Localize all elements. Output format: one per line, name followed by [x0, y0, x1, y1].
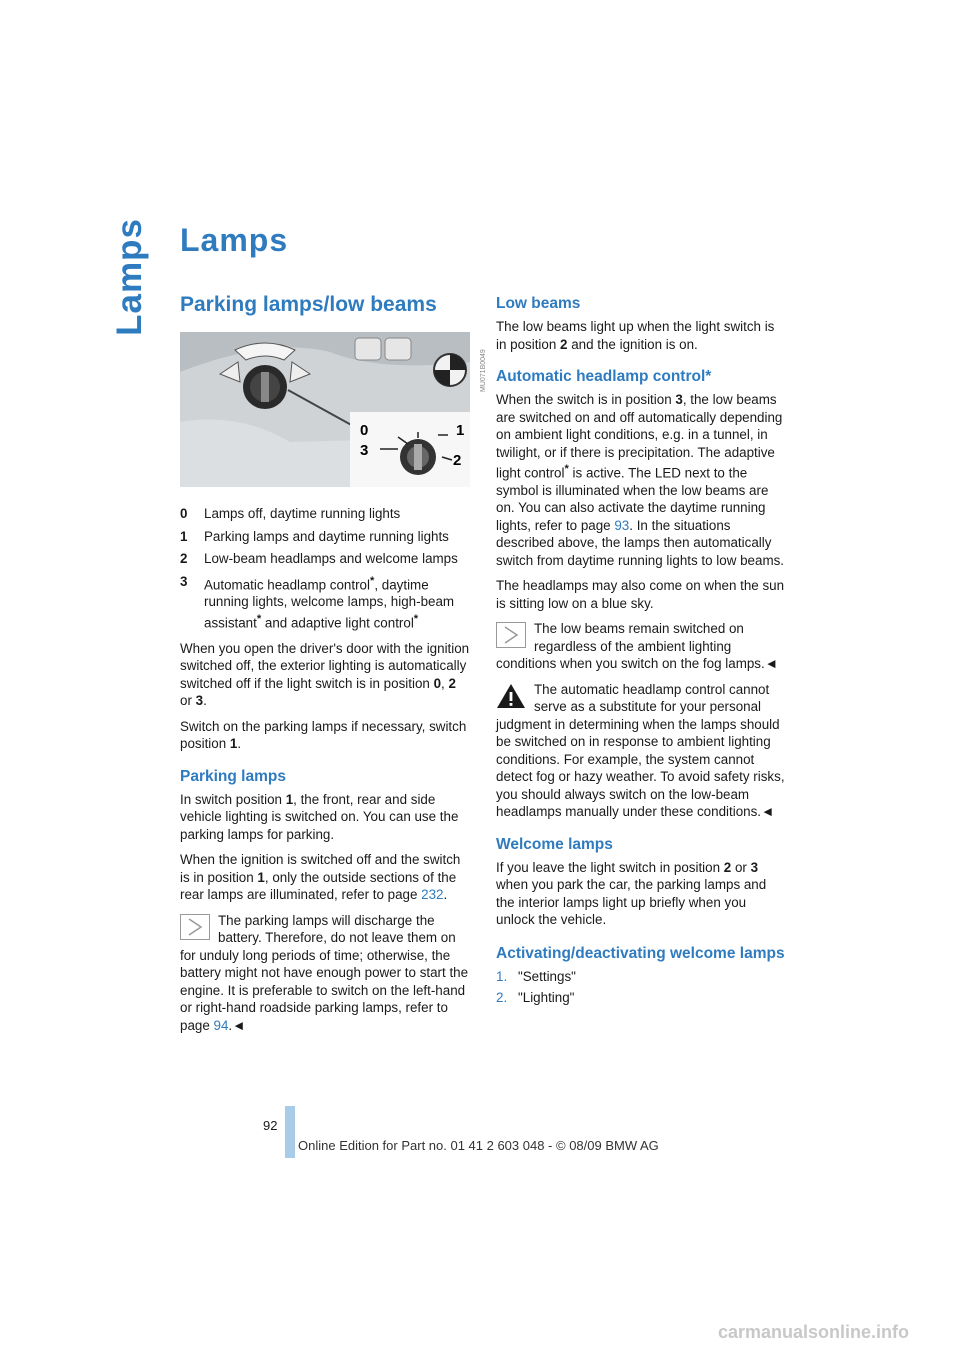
side-tab-label: Lamps — [110, 218, 149, 336]
paragraph: Switch on the parking lamps if necessary, switch position 1. — [180, 718, 467, 752]
paragraph: When you open the driver's door with the ignition switched off, the exterior lighting is automatically switched off if the light switch is in position 0, 2 or 3. — [180, 640, 470, 709]
item-number: 0 — [180, 506, 188, 521]
item-text: Parking lamps and daytime running lights — [204, 528, 449, 544]
activating-heading: Activating/deactivating welcome lamps — [496, 944, 785, 962]
item-text: Lamps off, daytime running lights — [204, 506, 401, 521]
note-arrow-icon — [180, 914, 210, 940]
option-star: * — [256, 612, 262, 625]
note — [496, 620, 788, 673]
paragraph: If you leave the light switch in position 2 or 3 when you park the car, the parking lamps and the interior lamps light up briefly when you unlock the vehicle. — [496, 859, 767, 928]
note-text: The low beams remain switched on regardless of the ambient lighting conditions when you switch on the fog lamps.◄ — [496, 621, 778, 672]
light-switch-figure — [180, 332, 487, 487]
paragraph: In switch position 1, the front, rear and side vehicle lighting is switched on. You can use the parking lamps for parking. — [180, 791, 459, 842]
side-tab — [108, 218, 152, 336]
item-text: Low-beam headlamps and welcome lamps — [204, 551, 458, 566]
list-item — [180, 573, 470, 632]
item-number: 3 — [180, 573, 188, 589]
page-link-232[interactable]: 232 — [421, 887, 444, 903]
paragraph: When the ignition is switched off and the switch is in position 1, only the outside sections of the rear lamps are illuminated, refer to page 232. — [180, 852, 461, 903]
page-link-93[interactable]: 93 — [614, 517, 630, 533]
paragraph: When the switch is in position 3, the low beams are switched on and off automatically depending on ambient light conditions, e.g. in a tunnel, in twilight, or if there is precipitation. The adaptive light control* is active. The LED next to the symbol is illuminated when the low beams are on. You can also activate the daytime running lights, refer to page 93. In the situations described above, the lamps then automatically switch from daytime running lights to low beams. — [496, 392, 785, 568]
left-column — [180, 292, 487, 1042]
option-star: * — [564, 463, 569, 475]
watermark: carmanualsonline.info — [718, 1322, 910, 1342]
warning-icon — [496, 683, 526, 709]
step-number: 1. — [496, 968, 508, 984]
footer-bar — [285, 1106, 295, 1158]
step-text: "Settings" — [518, 968, 576, 984]
option-star: * — [413, 612, 419, 625]
figure-code: MU071B0049 — [480, 349, 487, 392]
note: The parking lamps will discharge the battery. Therefore, do not leave them on for unduly long periods of time; otherwise, the battery might not have enough power to start the engine. It is preferable to switch on the left-hand or right-hand roadside parking lamps, refer to page 94.◄ — [180, 912, 469, 1033]
light-switch-illustration — [180, 332, 470, 487]
page-link-94[interactable]: 94 — [213, 1017, 229, 1033]
list-item — [180, 505, 470, 523]
welcome-lamps-heading: Welcome lamps — [496, 835, 613, 853]
note-arrow-icon — [496, 622, 526, 648]
item-text-part: , daytime running lights, welcome lamps, high-beam assistant — [204, 576, 455, 631]
item-text-part: Automatic headlamp control — [204, 576, 370, 592]
item-number: 2 — [180, 551, 188, 566]
section-title: Parking lamps/low beams — [180, 293, 437, 316]
list-item — [180, 550, 470, 568]
figure-label-3: 3 — [360, 442, 369, 459]
item-text — [204, 573, 470, 632]
right-column — [496, 292, 788, 1011]
note-text: The parking lamps will discharge the battery. Therefore, do not leave them on for unduly long periods of time; otherwise, the battery might not have enough power to start the engine. It is preferable to switch on the left-hand or right-hand roadside parking lamps, refer to page — [180, 912, 469, 1033]
low-beams-heading: Low beams — [496, 295, 581, 312]
footer-text: Online Edition for Part no. 01 41 2 603 048 - © 08/09 BMW AG — [298, 1138, 659, 1153]
warning-note — [496, 681, 788, 821]
step-number: 2. — [496, 990, 508, 1006]
figure-label-0: 0 — [360, 422, 369, 439]
page-title: Lamps — [180, 222, 289, 258]
paragraph: The low beams light up when the light switch is in position 2 and the ignition is on. — [496, 319, 775, 352]
page-number: 92 — [263, 1118, 278, 1133]
step-item — [496, 968, 788, 986]
parking-lamps-heading: Parking lamps — [180, 767, 286, 785]
automatic-headlamp-heading: Automatic headlamp control* — [496, 368, 712, 385]
figure-label-1: 1 — [456, 422, 465, 439]
steps-list — [496, 968, 788, 1007]
option-star: * — [369, 574, 375, 587]
paragraph: The headlamps may also come on when the sun is sitting low on a blue sky. — [496, 578, 785, 611]
list-item — [180, 528, 470, 546]
figure-label-2: 2 — [453, 452, 462, 469]
item-number: 1 — [180, 528, 188, 544]
item-text-part: and adaptive light control — [261, 615, 414, 631]
step-item — [496, 989, 788, 1007]
switch-position-list — [180, 505, 470, 632]
step-text: "Lighting" — [518, 990, 575, 1006]
warning-text: The automatic headlamp control cannot serve as a substitute for your personal judgment in determining when the lamps should be switched on in response to ambient lighting conditions. For example, the system cannot detect fog or hazy weather. To avoid safety risks, you should always switch on the low-beam headlamps manually under these conditions.◄ — [496, 681, 785, 820]
